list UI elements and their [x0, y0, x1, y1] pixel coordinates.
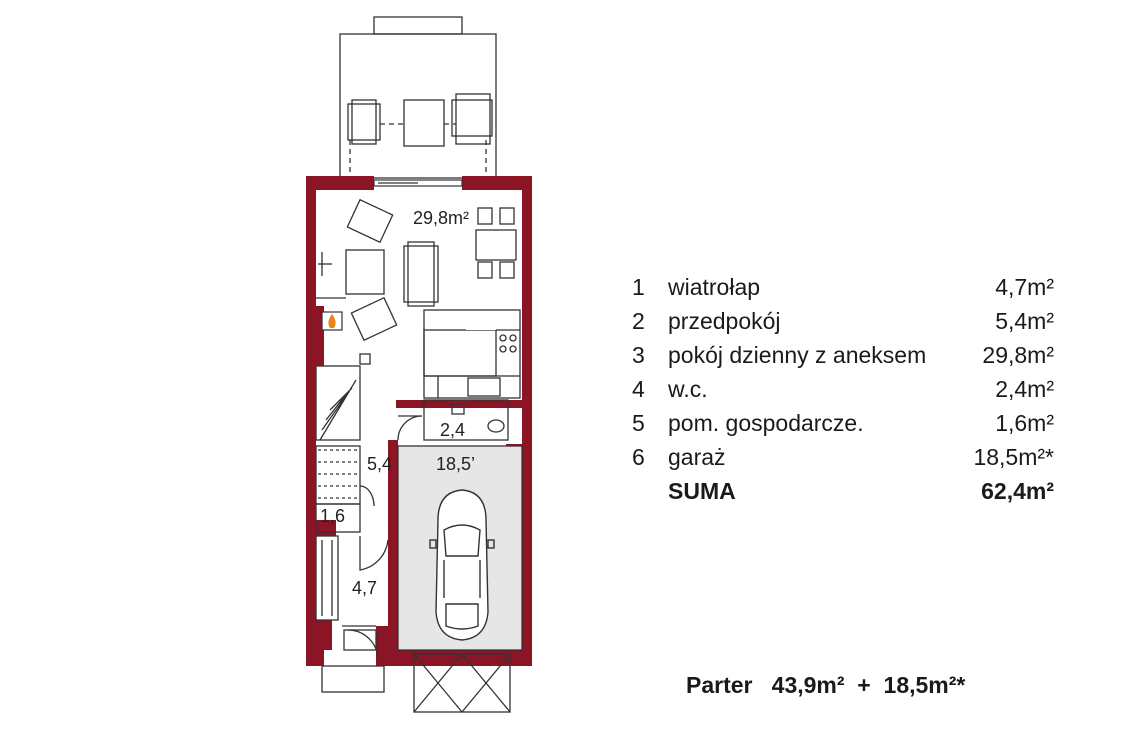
legend-num: 2 — [632, 308, 645, 334]
legend-num: 1 — [632, 274, 645, 300]
kitchen — [424, 310, 520, 398]
fireplace-icon — [322, 312, 342, 330]
legend-sum-area: 62,4m² — [981, 478, 1054, 504]
terrace-furniture — [348, 94, 492, 176]
terrace-top-step — [374, 17, 462, 34]
room-area-wc: 2,4 — [440, 420, 466, 440]
legend-row — [624, 304, 1064, 338]
legend-row — [624, 338, 1064, 372]
legend-num: 5 — [632, 410, 645, 436]
legend-name: garaż — [668, 444, 726, 470]
legend-area: 29,8m² — [982, 342, 1054, 368]
legend-num: 6 — [632, 444, 645, 470]
legend-row — [624, 406, 1064, 440]
legend-name: pokój dzienny z aneksem — [668, 342, 927, 368]
legend-sum-name: SUMA — [668, 478, 736, 504]
room-area-garage: 18,5’ — [436, 454, 476, 474]
room-area-hall: 5,4 — [367, 454, 393, 474]
staircase — [316, 366, 374, 506]
legend-row — [624, 372, 1064, 406]
car-icon — [430, 490, 494, 640]
room-legend — [624, 270, 1064, 508]
terrace — [340, 34, 496, 178]
legend-area: 4,7m² — [995, 274, 1054, 300]
legend-name: przedpokój — [668, 308, 781, 334]
room-area-utility: 1,6 — [320, 506, 346, 526]
legend-area: 2,4m² — [995, 376, 1054, 402]
room-area-vestibule: 4,7 — [352, 578, 378, 598]
legend-num: 4 — [632, 376, 645, 402]
legend-area: 5,4m² — [995, 308, 1054, 334]
legend-name: pom. gospodarcze. — [668, 410, 864, 436]
legend-num: 3 — [632, 342, 645, 368]
legend-row — [624, 270, 1064, 304]
room-area-living: 29,8m² — [413, 208, 470, 228]
legend-sum-row — [624, 474, 1064, 508]
floor-summary: Parter 43,9m² + 18,5m²* — [686, 672, 966, 698]
legend-row — [624, 440, 1064, 474]
legend-name: w.c. — [668, 376, 708, 402]
legend-area: 1,6m² — [995, 410, 1054, 436]
legend-area: 18,5m²* — [973, 444, 1054, 470]
terrace-door — [374, 180, 462, 186]
legend-name: wiatrołap — [668, 274, 761, 300]
garage — [398, 446, 522, 712]
